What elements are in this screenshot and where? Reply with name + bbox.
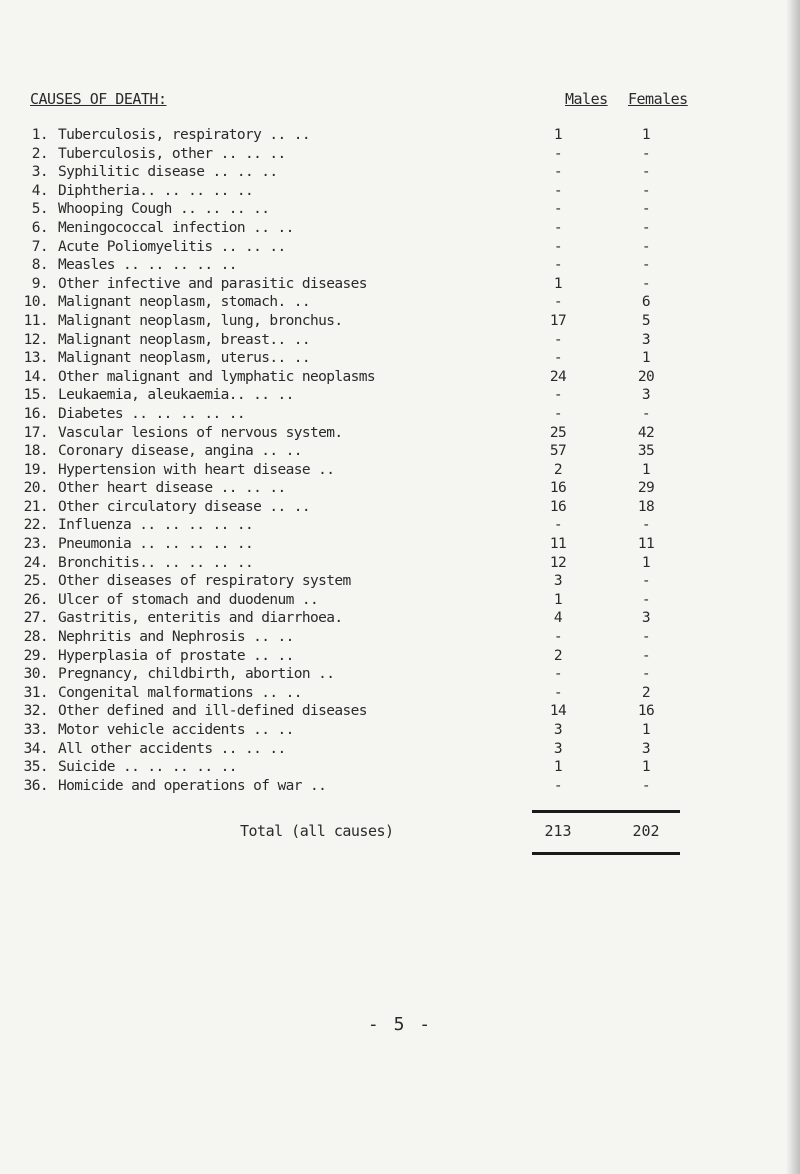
cause-name: Meningococcal infection .. .. — [58, 219, 294, 236]
row-number: 36. — [23, 777, 48, 794]
females-count: - — [641, 275, 651, 292]
females-count: 1 — [641, 722, 651, 738]
table-row — [0, 777, 800, 796]
table-row — [0, 442, 800, 461]
cause-name: Influenza .. .. .. .. .. — [58, 517, 254, 534]
cause-name: Malignant neoplasm, lung, bronchus. — [58, 312, 343, 329]
females-count: - — [641, 182, 651, 199]
table-row — [0, 498, 800, 517]
males-count: - — [553, 294, 563, 311]
column-header-females: Females — [628, 90, 688, 108]
males-count: 2 — [553, 461, 563, 478]
males-count: - — [553, 777, 563, 794]
females-count: 18 — [637, 498, 655, 515]
row-number: 5. — [31, 201, 48, 218]
males-count: 25 — [549, 424, 567, 441]
page-number: - 5 - — [367, 1014, 433, 1035]
females-count: 3 — [641, 610, 651, 627]
table-row — [0, 200, 800, 219]
males-count: - — [553, 238, 563, 255]
females-count: - — [641, 629, 651, 646]
cause-name: Ulcer of stomach and duodenum .. — [58, 591, 319, 608]
cause-name: Measles .. .. .. .. .. — [58, 257, 237, 274]
males-count: 11 — [549, 536, 567, 553]
males-count: - — [553, 405, 563, 422]
cause-name: Other defined and ill-defined diseases — [58, 703, 367, 720]
males-count: 1 — [553, 759, 563, 776]
row-number: 33. — [23, 722, 48, 738]
row-number: 15. — [23, 387, 48, 404]
table-row — [0, 702, 800, 721]
table-row — [0, 665, 800, 684]
females-count: 3 — [641, 387, 651, 404]
males-count: 4 — [553, 610, 563, 627]
cause-name: Homicide and operations of war .. — [58, 777, 327, 794]
cause-name: Malignant neoplasm, breast.. .. — [58, 331, 311, 348]
males-count: 17 — [549, 312, 567, 329]
females-count: - — [641, 666, 651, 683]
males-count: - — [553, 182, 563, 199]
table-row — [0, 126, 800, 145]
row-number: 11. — [23, 312, 48, 329]
total-females: 202 — [632, 822, 660, 840]
cause-name: Other infective and parasitic diseases — [58, 275, 367, 292]
males-count: 3 — [553, 722, 563, 738]
table-row — [0, 163, 800, 182]
cause-name: Hyperplasia of prostate .. .. — [58, 647, 294, 664]
row-number: 23. — [23, 536, 48, 553]
row-number: 20. — [23, 480, 48, 497]
cause-name: Pneumonia .. .. .. .. .. — [58, 536, 254, 553]
row-number: 24. — [23, 554, 48, 571]
males-count: 2 — [553, 647, 563, 664]
cause-name: Other malignant and lymphatic neoplasms — [58, 368, 376, 385]
row-number: 21. — [23, 498, 48, 515]
row-number: 31. — [23, 684, 48, 701]
table-row — [0, 182, 800, 201]
table-row — [0, 405, 800, 424]
row-number: 25. — [23, 573, 48, 590]
females-count: 16 — [637, 703, 655, 720]
females-count: - — [641, 405, 651, 422]
table-row — [0, 758, 800, 777]
total-bottom-rule — [532, 852, 680, 855]
table-row — [0, 275, 800, 294]
females-count: 6 — [641, 294, 651, 311]
females-count: 5 — [641, 312, 651, 329]
females-count: 1 — [641, 350, 651, 367]
females-count: - — [641, 777, 651, 794]
cause-name: Tuberculosis, other .. .. .. — [58, 145, 286, 162]
table-row — [0, 219, 800, 238]
females-count: 20 — [637, 368, 655, 385]
cause-name: Suicide .. .. .. .. .. — [58, 759, 237, 776]
cause-name: Leukaemia, aleukaemia.. .. .. — [58, 387, 294, 404]
row-number: 7. — [31, 238, 48, 255]
row-number: 16. — [23, 405, 48, 422]
table-row — [0, 740, 800, 759]
cause-name: Hypertension with heart disease .. — [58, 461, 335, 478]
males-count: - — [553, 350, 563, 367]
row-number: 6. — [31, 219, 48, 236]
row-number: 9. — [31, 275, 48, 292]
females-count: - — [641, 145, 651, 162]
females-count: - — [641, 573, 651, 590]
females-count: - — [641, 517, 651, 534]
row-number: 26. — [23, 591, 48, 608]
females-count: - — [641, 591, 651, 608]
females-count: 29 — [637, 480, 655, 497]
row-number: 4. — [31, 182, 48, 199]
table-row — [0, 647, 800, 666]
table-row — [0, 591, 800, 610]
cause-name: Bronchitis.. .. .. .. .. — [58, 554, 254, 571]
females-count: 3 — [641, 740, 651, 757]
table-row — [0, 516, 800, 535]
row-number: 12. — [23, 331, 48, 348]
cause-name: Pregnancy, childbirth, abortion .. — [58, 666, 335, 683]
males-count: - — [553, 257, 563, 274]
cause-name: Syphilitic disease .. .. .. — [58, 164, 278, 181]
cause-name: All other accidents .. .. .. — [58, 740, 286, 757]
row-number: 10. — [23, 294, 48, 311]
table-row — [0, 293, 800, 312]
row-number: 22. — [23, 517, 48, 534]
cause-name: Tuberculosis, respiratory .. .. — [58, 127, 311, 143]
cause-name: Other heart disease .. .. .. — [58, 480, 286, 497]
females-count: - — [641, 219, 651, 236]
table-row — [0, 479, 800, 498]
row-number: 8. — [31, 257, 48, 274]
table-row — [0, 554, 800, 573]
males-count: - — [553, 145, 563, 162]
cause-name: Congenital malformations .. .. — [58, 684, 302, 701]
row-number: 14. — [23, 368, 48, 385]
females-count: 2 — [641, 684, 651, 701]
males-count: 16 — [549, 480, 567, 497]
cause-name: Diphtheria.. .. .. .. .. — [58, 182, 254, 199]
table-row — [0, 368, 800, 387]
table-row — [0, 628, 800, 647]
cause-name: Nephritis and Nephrosis .. .. — [58, 629, 294, 646]
row-number: 3. — [31, 164, 48, 181]
table-row — [0, 145, 800, 164]
table-row — [0, 535, 800, 554]
table-row — [0, 331, 800, 350]
table-row — [0, 684, 800, 703]
cause-name: Other circulatory disease .. .. — [58, 498, 311, 515]
total-label: Total (all causes) — [240, 822, 394, 840]
table-row — [0, 349, 800, 368]
table-row — [0, 386, 800, 405]
cause-name: Gastritis, enteritis and diarrhoea. — [58, 610, 343, 627]
table-row — [0, 238, 800, 257]
table-row — [0, 461, 800, 480]
table-row — [0, 609, 800, 628]
males-count: - — [553, 387, 563, 404]
row-number: 32. — [23, 703, 48, 720]
row-number: 27. — [23, 610, 48, 627]
males-count: - — [553, 666, 563, 683]
table-row — [0, 572, 800, 591]
females-count: 1 — [641, 759, 651, 776]
column-header-males: Males — [565, 90, 608, 108]
females-count: 11 — [637, 536, 655, 553]
cause-name: Other diseases of respiratory system — [58, 573, 351, 590]
males-count: 14 — [549, 703, 567, 720]
cause-name: Coronary disease, angina .. .. — [58, 443, 302, 460]
causes-table — [0, 126, 800, 795]
total-top-rule — [532, 810, 680, 813]
row-number: 19. — [23, 461, 48, 478]
males-count: - — [553, 629, 563, 646]
males-count: 24 — [549, 368, 567, 385]
females-count: 3 — [641, 331, 651, 348]
row-number: 1. — [31, 127, 48, 143]
males-count: 57 — [549, 443, 567, 460]
males-count: - — [553, 164, 563, 181]
females-count: 1 — [641, 554, 651, 571]
males-count: - — [553, 331, 563, 348]
cause-name: Motor vehicle accidents .. .. — [58, 722, 294, 738]
row-number: 34. — [23, 740, 48, 757]
males-count: 3 — [553, 740, 563, 757]
row-number: 13. — [23, 350, 48, 367]
cause-name: Malignant neoplasm, stomach. .. — [58, 294, 311, 311]
cause-name: Whooping Cough .. .. .. .. — [58, 201, 270, 218]
males-count: - — [553, 517, 563, 534]
females-count: - — [641, 647, 651, 664]
table-row — [0, 721, 800, 740]
males-count: 3 — [553, 573, 563, 590]
females-count: 42 — [637, 424, 655, 441]
cause-name: Acute Poliomyelitis .. .. .. — [58, 238, 286, 255]
table-row — [0, 256, 800, 275]
row-number: 29. — [23, 647, 48, 664]
row-number: 35. — [23, 759, 48, 776]
males-count: 1 — [553, 127, 563, 143]
row-number: 18. — [23, 443, 48, 460]
row-number: 17. — [23, 424, 48, 441]
females-count: 1 — [641, 127, 651, 143]
males-count: 1 — [553, 275, 563, 292]
cause-name: Vascular lesions of nervous system. — [58, 424, 343, 441]
table-row — [0, 312, 800, 331]
females-count: - — [641, 238, 651, 255]
females-count: 35 — [637, 443, 655, 460]
section-title: CAUSES OF DEATH: — [30, 90, 167, 108]
females-count: - — [641, 257, 651, 274]
males-count: 1 — [553, 591, 563, 608]
males-count: - — [553, 684, 563, 701]
row-number: 28. — [23, 629, 48, 646]
males-count: 16 — [549, 498, 567, 515]
total-males: 213 — [544, 822, 572, 840]
females-count: - — [641, 201, 651, 218]
table-row — [0, 424, 800, 443]
row-number: 2. — [31, 145, 48, 162]
females-count: 1 — [641, 461, 651, 478]
cause-name: Diabetes .. .. .. .. .. — [58, 405, 245, 422]
females-count: - — [641, 164, 651, 181]
males-count: - — [553, 219, 563, 236]
row-number: 30. — [23, 666, 48, 683]
cause-name: Malignant neoplasm, uterus.. .. — [58, 350, 311, 367]
males-count: - — [553, 201, 563, 218]
page-edge-shadow — [786, 0, 800, 1174]
males-count: 12 — [549, 554, 567, 571]
